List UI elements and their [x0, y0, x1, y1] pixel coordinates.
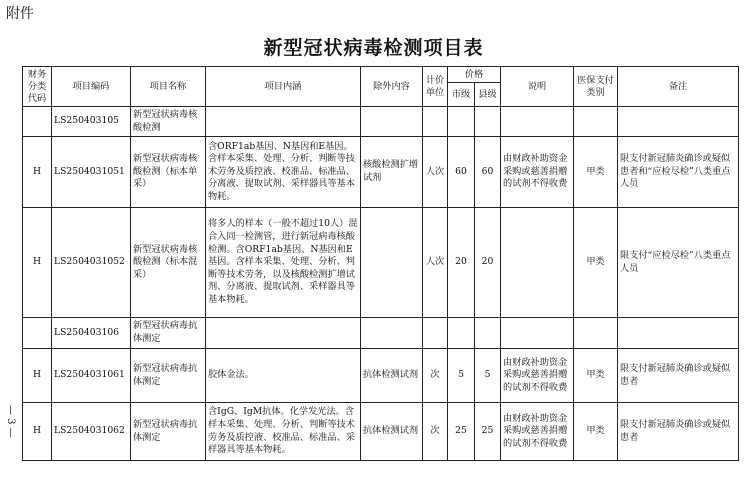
header-insurance-category: 医保支付类别 — [574, 67, 618, 107]
county-price-cell: 25 — [475, 403, 501, 461]
remarks-cell — [618, 107, 739, 137]
description-cell — [501, 318, 574, 349]
item-name-cell: 新型冠状病毒抗体测定 — [131, 349, 206, 403]
header-unit: 计价单位 — [423, 67, 448, 107]
table-row — [23, 137, 739, 208]
county-price-cell — [475, 318, 501, 349]
city-price-cell: 60 — [448, 137, 475, 208]
remarks-cell: 限支付新冠肺炎确诊或疑似患者和“应检尽检”八类重点人员 — [618, 137, 739, 208]
city-price-cell: 25 — [448, 403, 475, 461]
exclusions-cell — [361, 107, 423, 137]
item-code-cell: LS250403105 — [52, 107, 131, 137]
remarks-cell: 限支付新冠肺炎确诊或疑似患者 — [618, 403, 739, 461]
remarks-cell: 限支付新冠肺炎确诊或疑似患者 — [618, 349, 739, 403]
item-name-cell: 新型冠状病毒核酸检测（标本单采） — [131, 137, 206, 208]
exclusions-cell: 核酸检测扩增试剂 — [361, 137, 423, 208]
header-county-level: 县级 — [475, 83, 501, 107]
category-code-cell: H — [23, 208, 52, 318]
table-row — [23, 349, 739, 403]
city-price-cell: 5 — [448, 349, 475, 403]
header-connotation: 项目内涵 — [206, 67, 361, 107]
table-row — [23, 208, 739, 318]
exclusions-cell — [361, 208, 423, 318]
attachment-label: 附件 — [6, 6, 34, 22]
header-category-code: 财务分类代码 — [23, 67, 52, 107]
insurance-category-cell: 甲类 — [574, 349, 618, 403]
insurance-category-cell: 甲类 — [574, 403, 618, 461]
item-code-cell: LS2504031061 — [52, 349, 131, 403]
header-price: 价格 — [448, 67, 501, 83]
city-price-cell: 20 — [448, 208, 475, 318]
header-exclusions: 除外内容 — [361, 67, 423, 107]
insurance-category-cell — [574, 107, 618, 137]
unit-cell — [423, 318, 448, 349]
page-number: — 3 — — [5, 405, 16, 438]
item-code-cell: LS2504031062 — [52, 403, 131, 461]
insurance-category-cell: 甲类 — [574, 137, 618, 208]
description-cell: 由财政补助资金采购或慈善捐赠的试剂不得收费 — [501, 349, 574, 403]
description-cell — [501, 107, 574, 137]
connotation-cell — [206, 107, 361, 137]
county-price-cell: 5 — [475, 349, 501, 403]
remarks-cell — [618, 318, 739, 349]
item-table — [22, 66, 739, 461]
connotation-cell: 含IgG、IgM抗体。化学发光法。含样本采集、处理、分析、判断等技术劳务及质控液、校准品、标准品、采样器具等基本物耗。 — [206, 403, 361, 461]
exclusions-cell: 抗体检测试剂 — [361, 349, 423, 403]
city-price-cell — [448, 318, 475, 349]
header-description: 说明 — [501, 67, 574, 107]
unit-cell: 次 — [423, 403, 448, 461]
item-name-cell: 新型冠状病毒抗体测定 — [131, 403, 206, 461]
unit-cell: 次 — [423, 349, 448, 403]
remarks-cell: 限支付“应检尽检”八类重点人员 — [618, 208, 739, 318]
header-item-name: 项目名称 — [131, 67, 206, 107]
item-code-cell: LS2504031052 — [52, 208, 131, 318]
item-code-cell: LS2504031051 — [52, 137, 131, 208]
table-row — [23, 107, 739, 137]
connotation-cell: 胶体金法。 — [206, 349, 361, 403]
category-code-cell: H — [23, 403, 52, 461]
header-item-code: 项目编码 — [52, 67, 131, 107]
description-cell: 由财政补助资金采购或慈善捐赠的试剂不得收费 — [501, 137, 574, 208]
connotation-cell: 将多人的样本（一般不超过10人）混合入同一检测管，进行新冠病毒核酸检测。含ORF1ab基因、N基因和E基因。含样本采集、处理、分析、判断等技术劳务，以及核酸检测扩增试剂、分离液、提取试剂、采样器具等基本物耗。 — [206, 208, 361, 318]
category-code-cell: H — [23, 137, 52, 208]
category-code-cell: H — [23, 349, 52, 403]
connotation-cell: 含ORF1ab基因、N基因和E基因。含样本采集、处理、分析、判断等技术劳务及质控液、校准品、标准品、分离液、提取试剂、采样器具等基本物耗。 — [206, 137, 361, 208]
insurance-category-cell — [574, 318, 618, 349]
exclusions-cell: 抗体检测试剂 — [361, 403, 423, 461]
connotation-cell — [206, 318, 361, 349]
header-city-level: 市级 — [448, 83, 475, 107]
city-price-cell — [448, 107, 475, 137]
unit-cell — [423, 107, 448, 137]
table-row — [23, 403, 739, 461]
header-remarks: 备注 — [618, 67, 739, 107]
unit-cell: 人次 — [423, 208, 448, 318]
unit-cell: 人次 — [423, 137, 448, 208]
category-code-cell — [23, 107, 52, 137]
county-price-cell: 20 — [475, 208, 501, 318]
insurance-category-cell: 甲类 — [574, 208, 618, 318]
county-price-cell — [475, 107, 501, 137]
item-name-cell: 新型冠状病毒核酸检测 — [131, 107, 206, 137]
description-cell: 由财政补助资金采购或慈善捐赠的试剂不得收费 — [501, 403, 574, 461]
description-cell — [501, 208, 574, 318]
county-price-cell: 60 — [475, 137, 501, 208]
document-title: 新型冠状病毒检测项目表 — [263, 37, 484, 59]
item-name-cell: 新型冠状病毒核酸检测（标本混采） — [131, 208, 206, 318]
item-name-cell: 新型冠状病毒抗体测定 — [131, 318, 206, 349]
item-code-cell: LS250403106 — [52, 318, 131, 349]
category-code-cell — [23, 318, 52, 349]
table-row — [23, 318, 739, 349]
exclusions-cell — [361, 318, 423, 349]
